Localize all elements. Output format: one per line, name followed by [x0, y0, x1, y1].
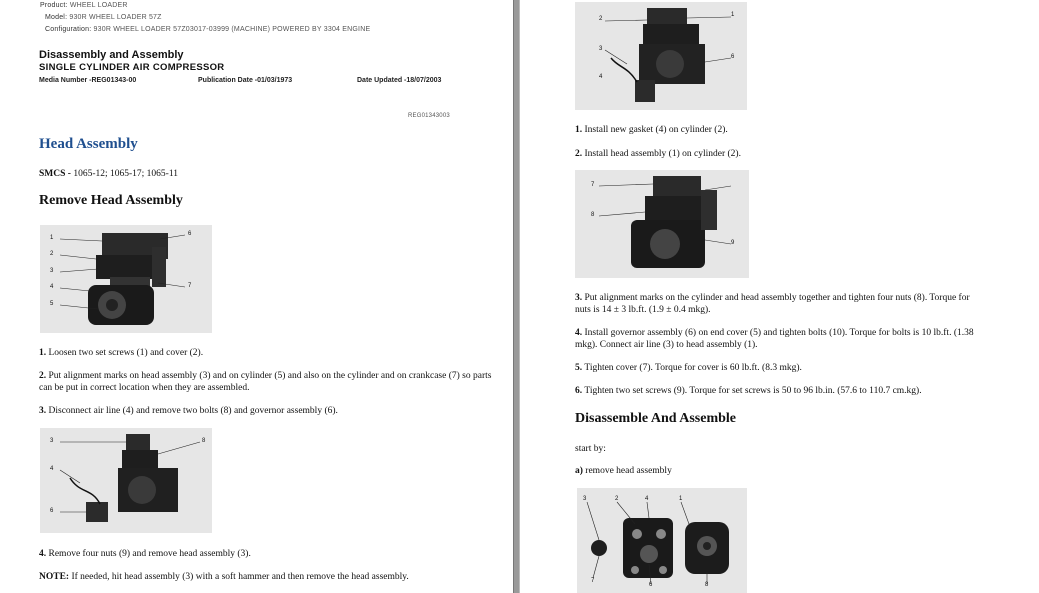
- callout-9: 9: [731, 240, 735, 246]
- callout-8: 8: [202, 438, 206, 444]
- install-step-3: 3. Put alignment marks on the cylinder and head assembly together and tighten four nuts (8). Torque for nuts is 14 ± 3 lb.ft. (1.9 ± 0.4 mkg).: [575, 293, 970, 315]
- section-heading-head-assembly: Head Assembly: [39, 136, 138, 152]
- date-updated: Date Updated -18/07/2003: [357, 77, 442, 84]
- right-page: [520, 0, 1039, 593]
- doc-id: REG01343003: [408, 113, 450, 119]
- callout-3: 3: [50, 268, 54, 274]
- callout-2: 2: [50, 251, 54, 257]
- callout-3: 3: [583, 496, 587, 502]
- doc-title: Disassembly and Assembly: [39, 49, 184, 61]
- callout-6: 6: [649, 582, 653, 588]
- callout-5: 5: [50, 301, 54, 307]
- meta-model: Model: 930R WHEEL LOADER 57Z: [45, 14, 162, 21]
- callout-3: 3: [599, 46, 603, 52]
- page-gutter: [513, 0, 520, 593]
- callout-4: 4: [645, 496, 649, 502]
- compressor-photo-1: [40, 225, 212, 333]
- callout-6: 6: [188, 231, 192, 237]
- step-3: 3. Disconnect air line (4) and remove two bolts (8) and governor assembly (6).: [39, 406, 338, 416]
- callout-6: 6: [50, 508, 54, 514]
- meta-product: Product: WHEEL LOADER: [40, 2, 128, 9]
- step-2: 2. Put alignment marks on head assembly (3) and on cylinder (5) and also on the cylinder and on crankcase (7) so parts can be put in correct location when they are assembled.: [39, 371, 492, 393]
- step-4: 4. Remove four nuts (9) and remove head assembly (3).: [39, 549, 251, 559]
- callout-7: 7: [591, 578, 595, 584]
- callout-8: 8: [705, 582, 709, 588]
- callout-3: 3: [50, 438, 54, 444]
- install-step-5: 5. Tighten cover (7). Torque for cover is 60 lb.ft. (8.3 mkg).: [575, 363, 802, 373]
- callout-1: 1: [731, 12, 735, 18]
- media-number: Media Number -REG01343-00: [39, 77, 137, 84]
- callout-8: 8: [591, 212, 595, 218]
- smcs-line: SMCS - 1065-12; 1065-17; 1065-11: [39, 169, 178, 179]
- compressor-photo-4: [575, 170, 749, 278]
- callout-7: 7: [591, 182, 595, 188]
- install-step-1: 1. Install new gasket (4) on cylinder (2).: [575, 125, 728, 135]
- step-1: 1. Loosen two set screws (1) and cover (2).: [39, 348, 204, 358]
- start-by-item-a: a) remove head assembly: [575, 466, 672, 476]
- callout-6: 6: [731, 54, 735, 60]
- compressor-photo-3: [575, 2, 747, 110]
- callout-2: 2: [599, 16, 603, 22]
- install-step-6: 6. Tighten two set screws (9). Torque for set screws is 50 to 96 lb.in. (57.6 to 110.7 cm.kg).: [575, 386, 922, 396]
- publication-date: Publication Date -01/03/1973: [198, 77, 293, 84]
- compressor-photo-2: [40, 428, 212, 533]
- install-step-2: 2. Install head assembly (1) on cylinder (2).: [575, 149, 741, 159]
- doc-subtitle: SINGLE CYLINDER AIR COMPRESSOR: [39, 62, 225, 73]
- left-page: [0, 0, 513, 593]
- callout-4: 4: [599, 74, 603, 80]
- callout-7: 7: [188, 283, 192, 289]
- note: NOTE: If needed, hit head assembly (3) with a soft hammer and then remove the head assembly.: [39, 572, 409, 582]
- callout-4: 4: [50, 466, 54, 472]
- start-by: start by:: [575, 444, 606, 454]
- callout-4: 4: [50, 284, 54, 290]
- callout-1: 1: [679, 496, 683, 502]
- subheading-remove-head-assembly: Remove Head Assembly: [39, 193, 183, 208]
- meta-configuration: Configuration: 930R WHEEL LOADER 57Z03017-03999 (MACHINE) POWERED BY 3304 ENGINE: [45, 26, 371, 33]
- install-step-4: 4. Install governor assembly (6) on end cover (5) and tighten bolts (10). Torque for bolts is 10 lb.ft. (1.38 mkg). Connect air line (3) to head assembly (1).: [575, 328, 974, 350]
- heading-disassemble-and-assemble: Disassemble And Assemble: [575, 411, 737, 426]
- callout-1: 1: [50, 235, 54, 241]
- callout-2: 2: [615, 496, 619, 502]
- disassembled-head-photo: [577, 488, 747, 593]
